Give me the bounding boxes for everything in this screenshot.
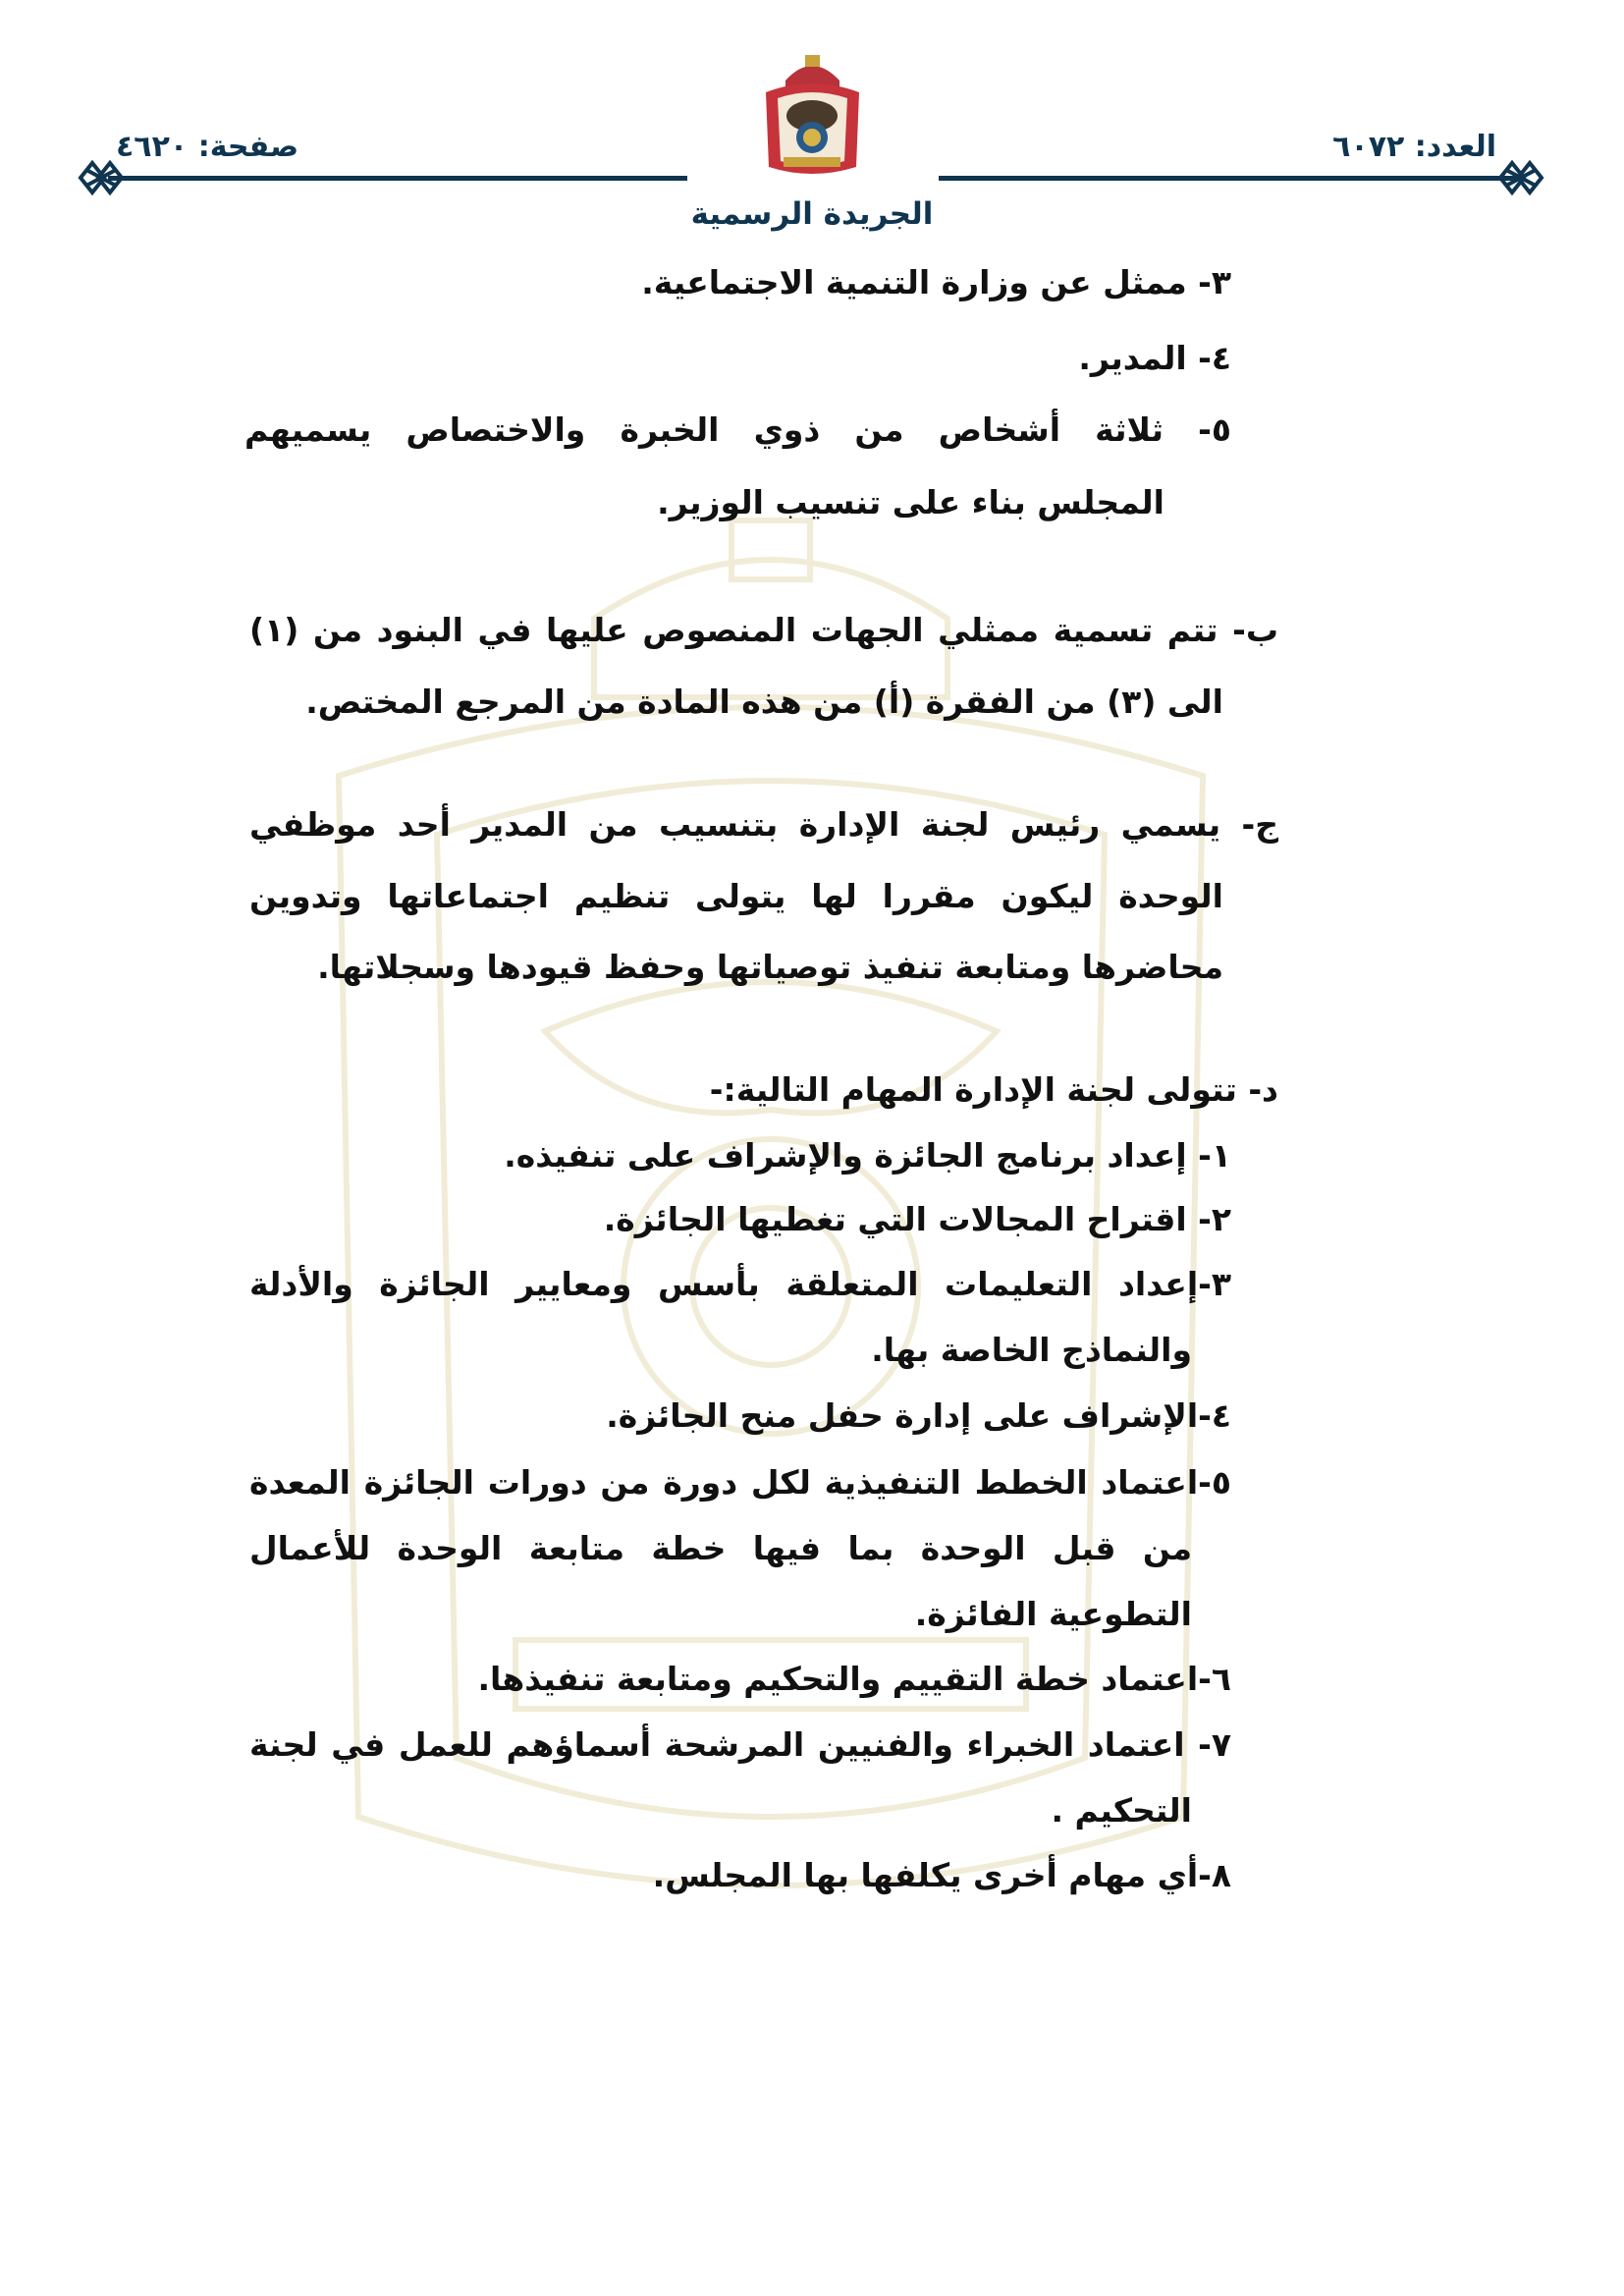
text-line: والنماذج الخاصة بها. <box>871 1331 1192 1369</box>
text-line: المجلس بناء على تنسيب الوزير. <box>657 483 1164 521</box>
text-line: محاضرها ومتابعة تنفيذ توصياتها وحفظ قيودها وسجلاتها. <box>317 948 1223 986</box>
text-line: ٣- ممثل عن وزارة التنمية الاجتماعية. <box>641 263 1231 301</box>
text-line: ٧- اعتماد الخبراء والفنيين المرشحة أسماؤهم للعمل في لجنة <box>249 1725 1231 1764</box>
text-line: الوحدة ليكون مقررا لها يتولى تنظيم اجتماعاتها وتدوين <box>249 877 1223 915</box>
text-line: د- تتولى لجنة الإدارة المهام التالية:- <box>709 1070 1278 1109</box>
text-line: ٨-أي مهام أخرى يكلفها بها المجلس. <box>652 1856 1231 1894</box>
text-line: ٦-اعتماد خطة التقييم والتحكيم ومتابعة تنفيذها. <box>477 1660 1231 1698</box>
text-line: ب- تتم تسمية ممثلي الجهات المنصوص عليها في البنود من (١) <box>249 611 1278 649</box>
text-line: ٥- ثلاثة أشخاص من ذوي الخبرة والاختصاص يسميهم <box>244 410 1231 449</box>
text-line: ٣-إعداد التعليمات المتعلقة بأسس ومعايير الجائزة والأدلة <box>249 1265 1231 1303</box>
text-line: ج- يسمي رئيس لجنة الإدارة بتنسيب من المدير أحد موظفي <box>249 805 1278 844</box>
header-rule-right <box>939 176 1518 181</box>
text-line: ١- إعداد برنامج الجائزة والإشراف على تنفيذه. <box>504 1136 1231 1175</box>
issue-number: العدد: ٦٠٧٢ <box>1332 130 1496 164</box>
text-line: التحكيم . <box>1051 1791 1192 1830</box>
text-line: ٢- اقتراح المجالات التي تغطيها الجائزة. <box>603 1200 1231 1238</box>
text-line: ٤- المدير. <box>1078 339 1231 377</box>
text-line: ٥-اعتماد الخطط التنفيذية لكل دورة من دورات الجائزة المعدة <box>249 1463 1231 1502</box>
royal-coat-of-arms-icon <box>756 51 869 181</box>
knot-ornament-icon <box>1496 155 1547 200</box>
text-line: ٤-الإشراف على إدارة حفل منح الجائزة. <box>606 1396 1231 1435</box>
knot-ornament-icon <box>77 155 128 200</box>
page-number: صفحة: ٤٦٢٠ <box>116 130 299 164</box>
header-rule-left <box>108 176 687 181</box>
text-line: من قبل الوحدة بما فيها خطة متابعة الوحدة للأعمال <box>249 1529 1192 1567</box>
text-line: الى (٣) من الفقرة (أ) من هذه المادة من المرجع المختص. <box>305 683 1223 721</box>
text-line: التطوعية الفائزة. <box>914 1595 1192 1633</box>
gazette-title: الجريدة الرسمية <box>690 196 934 232</box>
